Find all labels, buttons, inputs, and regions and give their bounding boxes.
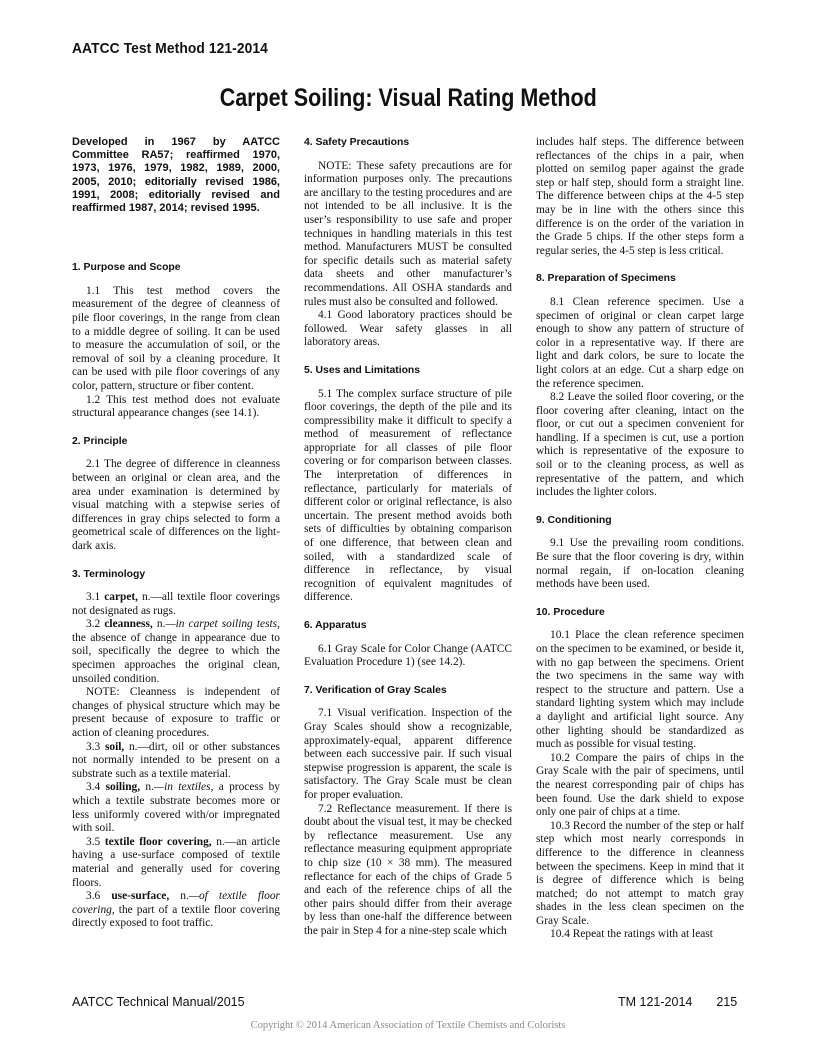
section-heading-safety: 4. Safety Precautions — [304, 137, 410, 148]
column-2 — [304, 136, 512, 938]
para-5-1: 5.1 The complex surface structure of pile floor coverings, the depth of the pile and its compressibility make it difficult to specify a method of measurement of reflectance appropriate for all classes of pile floor covering or for comparison between classes. The interpretation of differences in reflectance, particularly for materials of different color or original reflectance, is also uncertain. The present method avoids both sets of difficulties by obtaining comparison of one difference, that between clean and soiled, with a standardized scale of difference in reflectance, by visual recognition of equivalent magnitudes of difference. — [304, 387, 512, 604]
para-10-2: 10.2 Compare the pairs of chips in the Gray Scale with the pair of specimens, until the nearest corresponding pair of chips has been found. Use the dark shield to expose only one pair of chips at a time. — [536, 751, 744, 819]
para-4-1: 4.1 Good laboratory practices should be followed. Wear safety glasses in all laboratory areas. — [304, 309, 512, 349]
running-header: AATCC Test Method 121-2014 — [72, 40, 268, 57]
para-1-1: 1.1 This test method covers the measurement of the degree of cleanness of pile floor coverings, in the range from clean to a middle degree of soiling. It can be used to measure the accumulation of soil, or the removal of soil by a cleaning procedure. It can be used with pile floor coverings of any color, pattern, structure or fiber content. — [72, 284, 280, 392]
para-8-2: 8.2 Leave the soiled floor covering, or the floor covering after cleaning, intact on the floor, or cut out a specimen convenient for handling. If a specimen is cut, use a portion which is representative of the exposure to soil or to the cleaning process, as well as representative of the pattern, and which includes the lighter colors. — [536, 391, 744, 499]
section-heading-preparation: 8. Preparation of Specimens — [536, 273, 676, 285]
para-7-2-continued: includes half steps. The difference between reflectances of the chips in a pair, when plotted on semilog paper against the grade step or half step, should form a straight line. The difference between chips at the 4-5 step may be in line with the others since this difference is on the order of the variation in the Grade 5 chips. If the other steps form a regular series, the 4-5 step is less critical. — [536, 136, 744, 257]
section-heading-verification: 7. Verification of Gray Scales — [304, 684, 447, 696]
definition-use-surface: 3.6 use-surface, n.—of textile floor covering, the part of a textile floor covering directly exposed to foot traffic. — [72, 890, 280, 930]
section-heading-terminology: 3. Terminology — [72, 568, 146, 580]
footer-manual: AATCC Technical Manual/2015 — [72, 995, 245, 1009]
definition-soiling: 3.4 soiling, n.—in textiles, a process by which a textile substrate becomes more or less uniformly covered with/or impregnated with soil. — [72, 781, 280, 835]
definition-carpet: 3.1 carpet, n.—all textile floor coverings not designated as rugs. — [72, 591, 280, 617]
definition-textile-floor-covering: 3.5 textile floor covering, n.—an article having a use-surface composed of textile material and generally used for covering floors. — [72, 835, 281, 889]
page-title-text: Carpet Soiling: Visual Rating Method — [219, 84, 597, 112]
development-history: Developed in 1967 by AATCC Committee RA57; reaffirmed 1970, 1973, 1976, 1979, 1982, 1989, 2000, 2005, 2010; editorially revised 1986, 1991, 2008; editorially revised and reaffirmed 1987, 2014; revised 1995. — [72, 136, 280, 215]
column-3 — [536, 136, 744, 942]
section-heading-conditioning: 9. Conditioning — [536, 514, 612, 526]
para-2-1: 2.1 The degree of difference in cleanness between an original or clean area, and the area under examination is determined by visual matching with a stepwise series of differences in gray chips selected to form a geometrical scale of differences on the light-dark axis. — [72, 458, 280, 552]
para-1-2: 1.2 This test method does not evaluate structural appearance changes (see 14.1). — [72, 393, 280, 420]
safety-note: NOTE: These safety precautions are for information purposes only. The precautions are ancillary to the testing procedures and are not intended to be all inclusive. It is the user’s responsibility to use safe and proper techniques in handling materials in this test method. Manufacturers MUST be consulted for specific details such as material safety data sheets and other manufacturer’s recommendations. All OSHA standards and rules must also be consulted and followed. — [304, 159, 512, 308]
para-8-1: 8.1 Clean reference specimen. Use a specimen of original or clean carpet large enough to show any pattern of structure of color in a representative way. If there are light and dark colors, be sure to locate the light colors at an edge. Cut a sharp edge on the reference specimen. — [536, 295, 744, 390]
definition-soil: 3.3 soil, n.—dirt, oil or other substances not normally intended to be present on a substrate such as a textile material. — [72, 740, 280, 780]
copyright-notice: Copyright © 2014 American Association of Textile Chemists and Colorists — [250, 1020, 566, 1031]
para-10-3: 10.3 Record the number of the step or half step which most nearly corresponds in difference to the difference in cleanness between the specimens. Keep in mind that it is degree of difference which is being matched; do not attempt to match gray shades in the less clean specimen on the Gray Scale. — [536, 819, 744, 927]
footer-right — [618, 995, 737, 1009]
para-9-1: 9.1 Use the prevailing room conditions. Be sure that the floor covering is dry, within normal regain, if on-location cleaning methods have been used. — [536, 537, 744, 591]
para-6-1: 6.1 Gray Scale for Color Change (AATCC Evaluation Procedure 1) (see 14.2). — [304, 642, 512, 669]
para-10-4: 10.4 Repeat the ratings with at least — [550, 928, 713, 941]
section-heading-procedure: 10. Procedure — [536, 606, 605, 618]
section-heading-apparatus: 6. Apparatus — [304, 620, 367, 631]
terminology-note: NOTE: Cleanness is independent of changes of physical structure which may be present because of exposure to traffic or action of cleaning procedures. — [72, 686, 280, 740]
para-7-2: 7.2 Reflectance measurement. If there is doubt about the visual test, it may be checked by reflectance measurement. Use any reflectance measuring equipment appropriate to chip size (10 × 38 mm). The measured reflectance for each of the chips of Grade 5 and each of the reference chips of all the other pairs should differ from their average by less than one-half the difference between the pair in Step 4 for a nine-step scale which — [304, 802, 512, 937]
page-number: 215 — [716, 995, 738, 1009]
section-heading-uses: 5. Uses and Limitations — [304, 364, 421, 376]
definition-cleanness: 3.2 cleanness, n.—in carpet soiling tests, the absence of change in appearance due to soil, specifically the degree to which the specimen approaches the original clean, unsoiled condition. — [72, 618, 280, 685]
column-1 — [72, 136, 280, 931]
section-heading-purpose: 1. Purpose and Scope — [72, 262, 181, 274]
para-7-1: 7.1 Visual verification. Inspection of the Gray Scales should show a recognizable, approximately-equal, apparent difference between each successive pair. If such visual stepwise progression is apparent, the scale is satisfactory. The Gray Scale must be clean for proper evaluation. — [304, 707, 512, 801]
page-title — [0, 84, 816, 113]
footer-test-method: TM 121-2014 — [618, 995, 693, 1009]
section-heading-principle: 2. Principle — [72, 435, 128, 447]
para-10-1: 10.1 Place the clean reference specimen on the specimen to be examined, or beside it, with no gap between the specimens. Orient the two specimens in the same way with respect to the structure and pattern. Use a standard lighting system which may include a daylight and artificial light source. Any other lighting should be standardized as much as possible for visual testing. — [536, 629, 744, 751]
